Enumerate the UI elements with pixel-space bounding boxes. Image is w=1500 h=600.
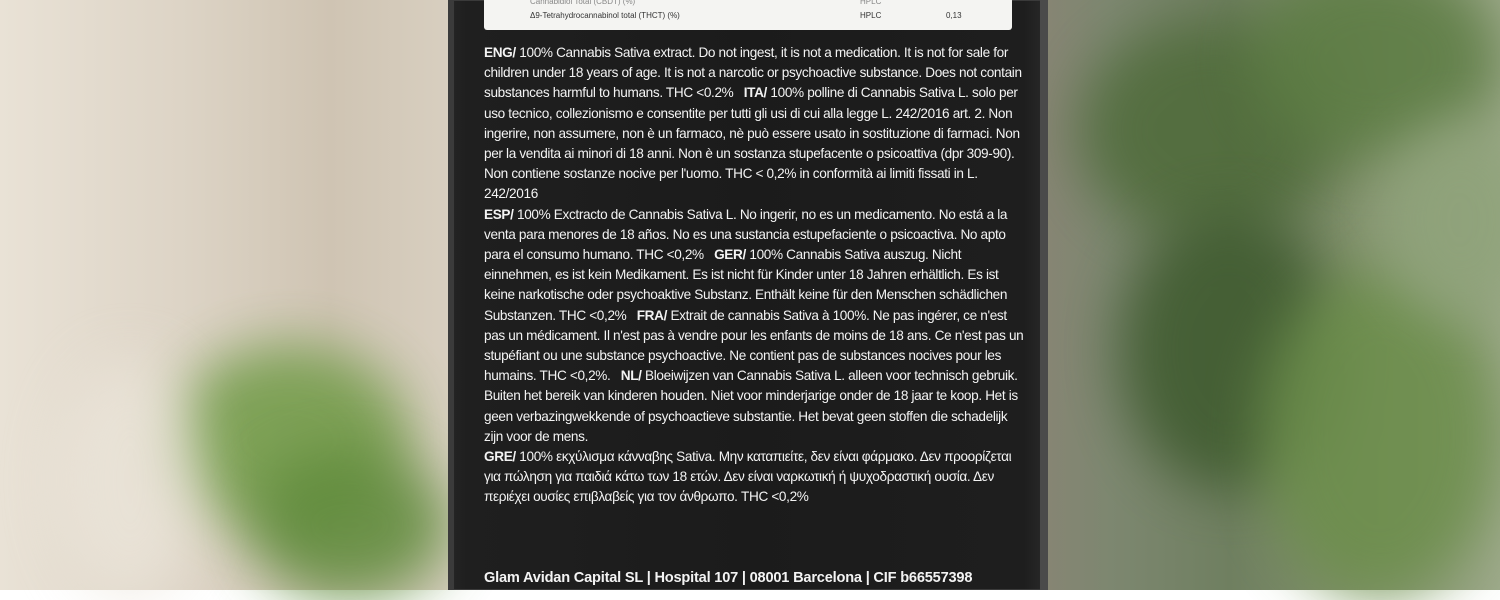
box-edge-right	[1040, 0, 1048, 590]
lang-code-gre: GRE/	[484, 449, 516, 465]
company-footer: Glam Avidan Capital SL | Hospital 107 | 08001 Barcelona | CIF b66557398	[484, 570, 973, 586]
lang-text-ita: 100% polline di Cannabis Sativa L. solo per uso tecnico, collezionismo e consentite per tutti gli usi di cui alla legge L. 242/2016 art. 2. Non ingerire, non assumere, non è un farmaco, nè può essere usato in sostituzione di farmaci. Non per la vendita ai minori di 18 anni. Non è un sostanza stupefacente o psicoattiva (dpr 309-90). Non contiene sostanze nocive per l'uomo. THC < 0,2% in conformità ai limiti fissati in L. 242/2016	[484, 85, 1020, 202]
lang-code-nl: NL/	[620, 368, 642, 384]
lang-text-fra: Extrait de cannabis Sativa à 100%. Ne pas ingérer, ce n'est pas un médicament. Il n'est pas à vendre pour les enfants de moins de 18 ans. Ce n'est pas un stupéfiant ou une substance psychoactive. Ne contient pas de substances nocives pour les humains. THC <0,2%.	[484, 307, 1024, 384]
lang-code-eng: ENG/	[484, 45, 516, 60]
lang-text-eng: 100% Cannabis Sativa extract. Do not ingest, it is not a medication. It is not for sale for children under 18 years of age. It is not a narcotic or psychoactive substance. Does not contain substances harmful to humans. THC <0.2%	[484, 45, 1022, 101]
lang-text-ger: 100% Cannabis Sativa auszug. Nicht einnehmen, es ist kein Medikament. Es ist nicht für Kinder unter 18 Jahren erhältlich. Es ist keine narkotische oder psychoaktive Substanz. Enthält keine für den Menschen schädlichen Substanzen. THC <0,2%	[484, 247, 1008, 323]
blurred-plant	[250, 450, 450, 600]
blurred-wall	[60, 360, 200, 600]
lang-code-fra: FRA/	[636, 307, 668, 323]
lang-code-esp: ESP/	[484, 206, 514, 222]
lang-text-nl: Bloeiwijzen van Cannabis Sativa L. alleen voor technisch gebruik. Buiten het bereik van kinderen houden. Niet voor minderjarige onder de 18 jaar te koop. Het is geen verbazingwekkende of psychoactieve substantie. Het bevat geen stoffen die schadelijk zijn voor de mens.	[484, 368, 1018, 444]
table-row: Δ9-Tetrahydrocannabinol total (THCT) (%) HPLC 0,13	[530, 11, 962, 20]
analysis-table	[484, 0, 1012, 30]
lang-code-ger: GER/	[714, 247, 746, 263]
legal-text	[484, 43, 1024, 508]
table-row: Cannabidiol Total (CBDT) (%) HPLC	[530, 0, 882, 6]
lang-text-gre: 100% εκχύλισμα κάνναβης Sativa. Μην καταπιείτε, δεν είναι φάρμακο. Δεν προορίζεται για πώληση για παιδιά κάτω των 18 ετών. Δεν είναι ναρκωτική ή ψυχοδραστική ουσία. Δεν περιέχει ουσίες επιβλαβείς για τον άνθρωπο. THC <0,2%	[484, 449, 1012, 505]
box-edge-left	[448, 0, 454, 590]
lang-text-esp: 100% Exctracto de Cannabis Sativa L. No ingerir, no es un medicamento. No está a la venta para menores de 18 años. No es una sustancia estupefaciente o psicoactiva. No apto para el consumo humano. THC <0,2%	[484, 206, 1008, 263]
lang-code-ita: ITA/	[743, 85, 767, 101]
